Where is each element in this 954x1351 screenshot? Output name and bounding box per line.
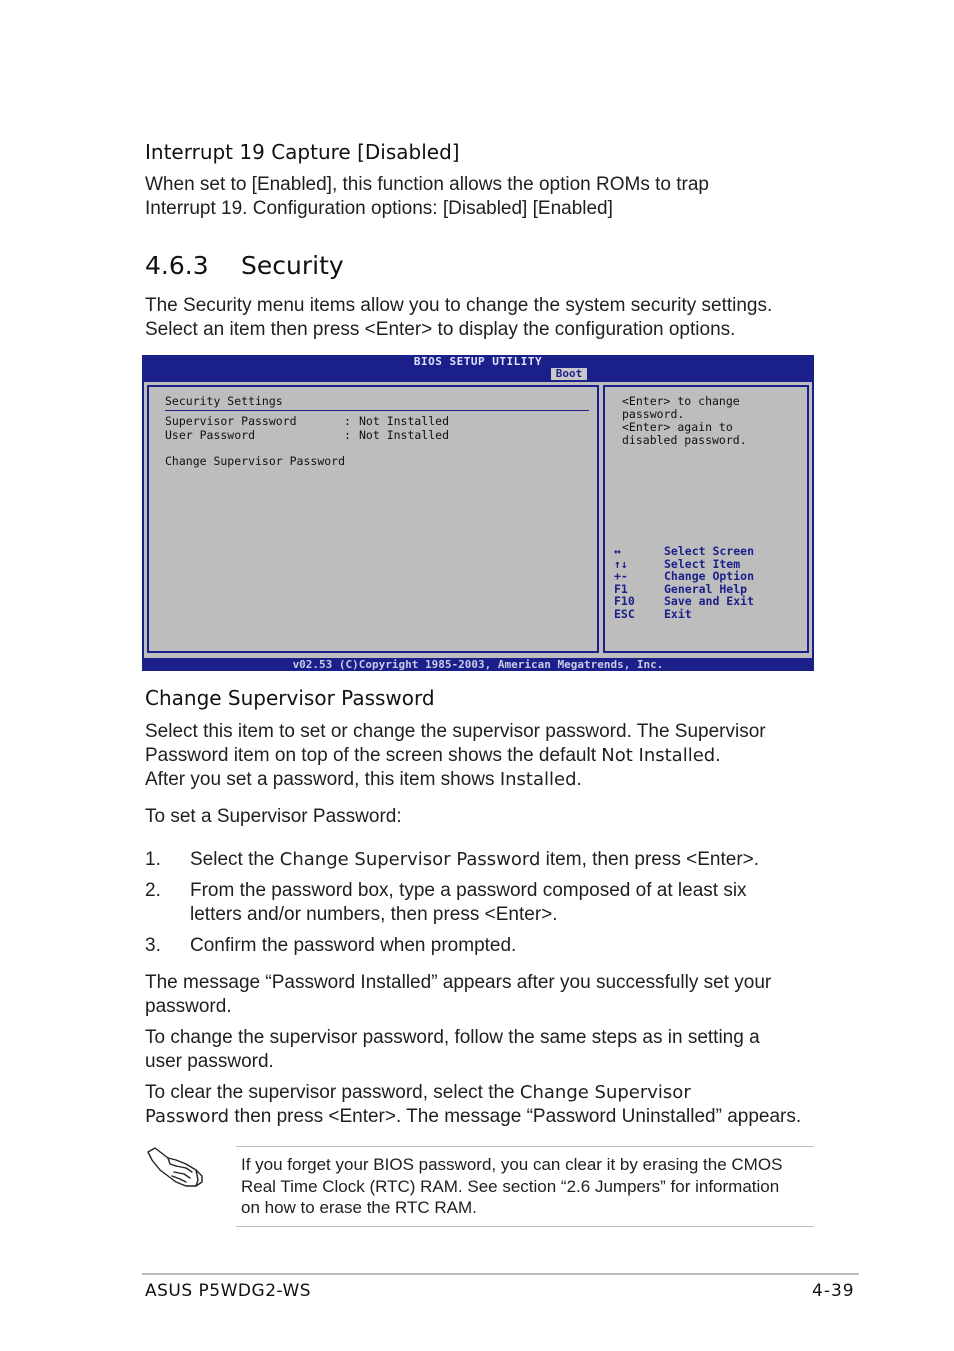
bios-body [144, 382, 812, 658]
bios-help-line: <Enter> to change [622, 394, 740, 408]
bios-divider [165, 410, 589, 411]
note-bottom-rule [236, 1226, 814, 1227]
bios-row-sep: : [344, 428, 351, 442]
key-icon: +- [614, 569, 628, 584]
key-desc: Exit [664, 607, 692, 621]
key-icon: ↔ [614, 544, 621, 558]
key-desc: Select Item [664, 556, 741, 571]
key-desc: General Help [664, 581, 748, 596]
step-1-text [190, 848, 759, 872]
page-number: 4-39 [812, 1281, 855, 1301]
text: . [715, 745, 721, 766]
key-icon: ↑↓ [614, 556, 628, 571]
change-p1-line3 [145, 768, 582, 792]
interrupt-text-line1: When set to [Enabled], this function allows the option ROMs to trap [145, 174, 709, 195]
bios-screenshot [142, 355, 814, 671]
change-line2: user password. [145, 1051, 274, 1072]
change-heading: Change Supervisor Password [145, 686, 435, 710]
section-intro-line2: Select an item then press <Enter> to display the configuration options. [145, 319, 736, 340]
step-3-text: Confirm the password when prompted. [190, 935, 517, 956]
text: then press <Enter>. The message “Password Uninstalled” appears. [229, 1106, 802, 1127]
keyword-change-supervisor-password: Change Supervisor Password [279, 849, 541, 870]
bios-panel-heading: Security Settings [165, 394, 283, 408]
note-line1: If you forget your BIOS password, you can clear it by erasing the CMOS [241, 1155, 783, 1174]
key-label: F1 [614, 581, 628, 596]
clear-line1 [145, 1081, 691, 1105]
bios-row-sep: : [344, 414, 351, 428]
step-2-line1: From the password box, type a password composed of at least six [190, 880, 747, 901]
interrupt-heading: Interrupt 19 Capture [Disabled] [145, 140, 460, 164]
step-number: 3. [145, 935, 161, 956]
key-label: F10 [614, 594, 635, 609]
note-line2: Real Time Clock (RTC) RAM. See section “2.6 Jumpers” for information [241, 1176, 780, 1196]
section-title: Security [241, 251, 344, 280]
bios-row-value: Not Installed [359, 428, 450, 442]
note-line3: on how to erase the RTC RAM. [241, 1198, 477, 1217]
bios-title: BIOS SETUP UTILITY [413, 355, 543, 368]
text: To clear the supervisor password, select the [145, 1082, 520, 1103]
keyword-change-supervisor: Change Supervisor [519, 1082, 691, 1103]
change-p1-line1: Select this item to set or change the supervisor password. The Supervisor [145, 721, 766, 742]
text: item, then press <Enter>. [540, 849, 760, 870]
footer-rule [142, 1273, 859, 1275]
bios-settings-panel [147, 385, 599, 653]
bios-help-line: disabled password. [622, 433, 747, 447]
hand-pointer-icon [146, 1146, 206, 1191]
note-text [241, 1154, 782, 1219]
footer-model: ASUS P5WDG2-WS [145, 1281, 312, 1301]
bios-row-label: User Password [165, 428, 256, 442]
step-number: 2. [145, 880, 161, 901]
change-p1-line2 [145, 744, 721, 768]
bios-copyright: v02.53 (C)Copyright 1985-2003, American Megatrends, Inc. [292, 658, 664, 671]
clear-line2 [145, 1105, 801, 1129]
step-number: 1. [145, 849, 161, 870]
bios-row-label: Supervisor Password [165, 414, 297, 428]
change-line1: To change the supervisor password, follow the same steps as in setting a [145, 1027, 760, 1048]
text: Password item on top of the screen shows the default [145, 745, 602, 766]
keyword-not-installed: Not Installed [601, 745, 716, 766]
text: After you set a password, this item shows [145, 769, 500, 790]
bios-row-value: Not Installed [359, 414, 450, 428]
bios-help-line: password. [622, 407, 685, 421]
msg-line1: The message “Password Installed” appears after you successfully set your [145, 972, 772, 993]
bios-menu-item-change-supervisor-password[interactable]: Change Supervisor Password [165, 454, 346, 468]
bios-help-line: <Enter> again to [622, 420, 733, 434]
step-2-line2: letters and/or numbers, then press <Enter>. [190, 904, 558, 925]
msg-line2: password. [145, 996, 232, 1017]
interrupt-text-line2: Interrupt 19. Configuration options: [Disabled] [Enabled] [145, 198, 613, 219]
key-desc: Change Option [664, 569, 755, 584]
section-intro-line1: The Security menu items allow you to change the system security settings. [145, 295, 773, 316]
bios-help-panel [603, 385, 809, 653]
text: . [576, 769, 582, 790]
text: Select the [190, 849, 280, 870]
key-desc: Select Screen [664, 544, 755, 558]
bios-tab-boot: Boot [551, 368, 587, 380]
key-label: ESC [614, 607, 635, 621]
section-number: 4.6.3 [145, 251, 209, 280]
keyword-installed: Installed [499, 769, 577, 790]
keyword-password: Password [145, 1106, 230, 1127]
note-top-rule [236, 1146, 814, 1147]
key-desc: Save and Exit [664, 594, 755, 609]
steps-intro: To set a Supervisor Password: [145, 806, 402, 827]
